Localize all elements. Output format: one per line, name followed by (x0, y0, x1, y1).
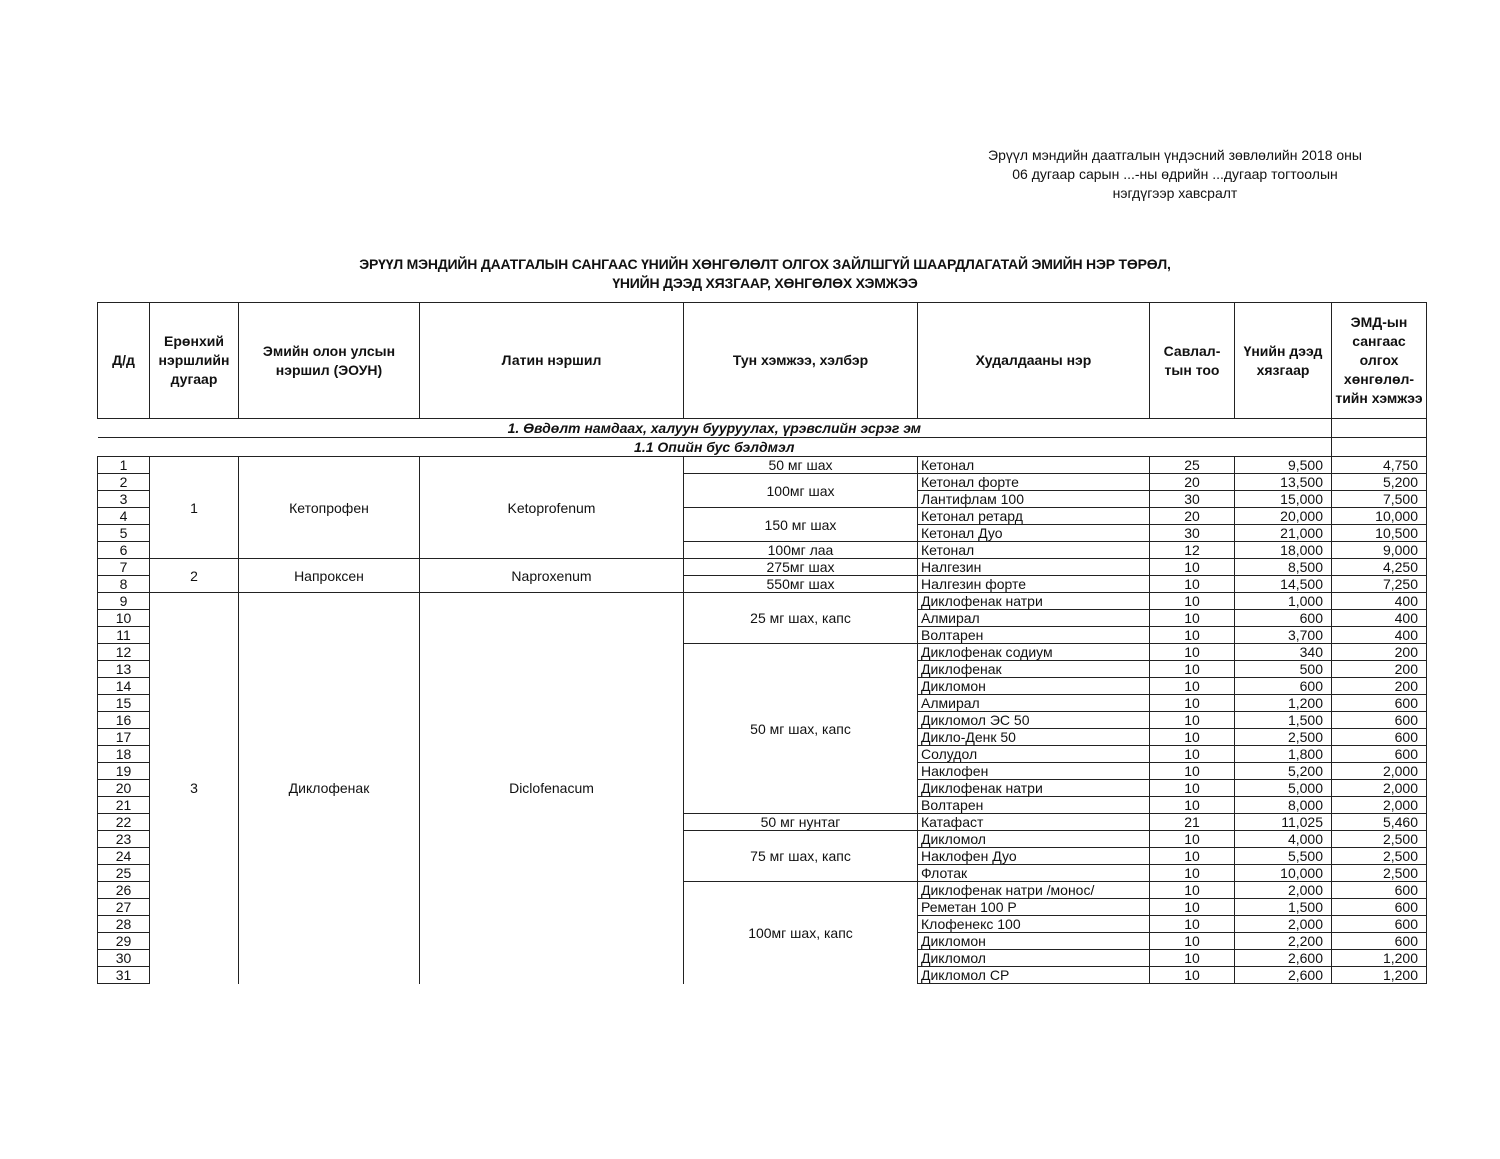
subsection-empty-cell (1332, 438, 1427, 457)
pack-qty-cell: 25 (1150, 457, 1235, 474)
discount-cell: 10,000 (1332, 508, 1427, 525)
pack-qty-cell: 10 (1150, 559, 1235, 576)
row-number-cell: 16 (98, 712, 150, 729)
row-number-cell: 17 (98, 729, 150, 746)
discount-cell: 600 (1332, 712, 1427, 729)
row-number-cell: 18 (98, 746, 150, 763)
pack-qty-cell: 10 (1150, 661, 1235, 678)
row-number-cell: 24 (98, 848, 150, 865)
trade-name-cell: Волтарен (918, 627, 1150, 644)
trade-name-cell: Алмирал (918, 610, 1150, 627)
trade-name-cell: Наклофен (918, 763, 1150, 780)
section-row (98, 419, 1427, 438)
trade-name-cell: Флотак (918, 865, 1150, 882)
max-price-cell: 2,000 (1235, 916, 1332, 933)
max-price-cell: 1,500 (1235, 712, 1332, 729)
discount-cell: 400 (1332, 593, 1427, 610)
inn-name-cell: Напроксен (239, 559, 420, 593)
trade-name-cell: Дикломол (918, 950, 1150, 967)
max-price-cell: 11,025 (1235, 814, 1332, 831)
header-row (98, 303, 1427, 419)
dose-form-cell: 50 мг шах, капс (684, 644, 918, 814)
pack-qty-cell: 10 (1150, 950, 1235, 967)
discount-cell: 200 (1332, 661, 1427, 678)
pack-qty-cell: 21 (1150, 814, 1235, 831)
discount-cell: 7,500 (1332, 491, 1427, 508)
annex-line-2: 06 дугаар сарын ...-ны өдрийн ...дугаар тогтоолын (1012, 166, 1338, 182)
col-header-trade-name: Худалдааны нэр (918, 303, 1150, 419)
discount-cell: 2,000 (1332, 797, 1427, 814)
max-price-cell: 5,500 (1235, 848, 1332, 865)
max-price-cell: 1,500 (1235, 899, 1332, 916)
max-price-cell: 2,200 (1235, 933, 1332, 950)
row-number-cell: 26 (98, 882, 150, 899)
max-price-cell: 8,500 (1235, 559, 1332, 576)
row-number-cell: 8 (98, 576, 150, 593)
pack-qty-cell: 10 (1150, 678, 1235, 695)
discount-cell: 7,250 (1332, 576, 1427, 593)
max-price-cell: 8,000 (1235, 797, 1332, 814)
pack-qty-cell: 10 (1150, 899, 1235, 916)
trade-name-cell: Кетонал (918, 542, 1150, 559)
max-price-cell: 5,000 (1235, 780, 1332, 797)
max-price-cell: 20,000 (1235, 508, 1332, 525)
max-price-cell: 9,500 (1235, 457, 1332, 474)
pack-qty-cell: 10 (1150, 848, 1235, 865)
max-price-cell: 18,000 (1235, 542, 1332, 559)
trade-name-cell: Кетонал ретард (918, 508, 1150, 525)
max-price-cell: 600 (1235, 678, 1332, 695)
dose-form-cell: 275мг шах (684, 559, 918, 576)
discount-cell: 4,250 (1332, 559, 1427, 576)
discount-cell: 600 (1332, 882, 1427, 899)
discount-cell: 2,500 (1332, 865, 1427, 882)
trade-name-cell: Дикло-Денк 50 (918, 729, 1150, 746)
pack-qty-cell: 10 (1150, 746, 1235, 763)
max-price-cell: 5,200 (1235, 763, 1332, 780)
row-number-cell: 10 (98, 610, 150, 627)
table-row (98, 457, 1427, 474)
trade-name-cell: Реметан 100 Р (918, 899, 1150, 916)
pack-qty-cell: 10 (1150, 967, 1235, 984)
max-price-cell: 500 (1235, 661, 1332, 678)
title-line-1: ЭРҮҮЛ МЭНДИЙН ДААТГАЛЫН САНГААС ҮНИЙН ХӨНГӨЛӨЛТ ОЛГОХ ЗАЙЛШГҮЙ ШААРДЛАГАТАЙ ЭМИЙН НЭР ТӨРӨЛ, (359, 256, 1171, 272)
row-number-cell: 23 (98, 831, 150, 848)
max-price-cell: 2,600 (1235, 950, 1332, 967)
row-number-cell: 7 (98, 559, 150, 576)
row-number-cell: 12 (98, 644, 150, 661)
row-number-cell: 20 (98, 780, 150, 797)
col-header-inn: Эмийн олон улсын нэршил (ЭОУН) (239, 303, 420, 419)
col-header-max-price: Үнийн дээд хязгаар (1235, 303, 1332, 419)
dose-form-cell: 75 мг шах, капс (684, 831, 918, 882)
max-price-cell: 2,500 (1235, 729, 1332, 746)
trade-name-cell: Алмирал (918, 695, 1150, 712)
discount-cell: 1,200 (1332, 950, 1427, 967)
max-price-cell: 4,000 (1235, 831, 1332, 848)
subsection-title: 1.1 Опийн бус бэлдмэл (98, 438, 1332, 457)
pack-qty-cell: 20 (1150, 474, 1235, 491)
pack-qty-cell: 10 (1150, 610, 1235, 627)
max-price-cell: 10,000 (1235, 865, 1332, 882)
row-number-cell: 11 (98, 627, 150, 644)
pack-qty-cell: 10 (1150, 695, 1235, 712)
discount-cell: 2,000 (1332, 780, 1427, 797)
pack-qty-cell: 10 (1150, 865, 1235, 882)
discount-cell: 5,200 (1332, 474, 1427, 491)
discount-cell: 400 (1332, 627, 1427, 644)
discount-cell: 2,000 (1332, 763, 1427, 780)
title-line-2: ҮНИЙН ДЭЭД ХЯЗГААР, ХӨНГӨЛӨХ ХЭМЖЭЭ (612, 275, 918, 291)
col-header-dose-form: Тун хэмжээ, хэлбэр (684, 303, 918, 419)
pack-qty-cell: 30 (1150, 525, 1235, 542)
inn-name-cell: Диклофенак (239, 593, 420, 984)
pack-qty-cell: 10 (1150, 916, 1235, 933)
row-number-cell: 31 (98, 967, 150, 984)
max-price-cell: 1,800 (1235, 746, 1332, 763)
trade-name-cell: Налгезин форте (918, 576, 1150, 593)
generic-number-cell: 2 (150, 559, 239, 593)
trade-name-cell: Дикломол (918, 831, 1150, 848)
row-number-cell: 2 (98, 474, 150, 491)
row-number-cell: 13 (98, 661, 150, 678)
row-number-cell: 1 (98, 457, 150, 474)
inn-name-cell: Кетопрофен (239, 457, 420, 559)
row-number-cell: 25 (98, 865, 150, 882)
pack-qty-cell: 10 (1150, 780, 1235, 797)
col-header-dd: Д/д (98, 303, 150, 419)
row-number-cell: 5 (98, 525, 150, 542)
discount-cell: 600 (1332, 933, 1427, 950)
trade-name-cell: Налгезин (918, 559, 1150, 576)
document-title (200, 255, 1330, 293)
trade-name-cell: Клофенекс 100 (918, 916, 1150, 933)
pack-qty-cell: 10 (1150, 797, 1235, 814)
col-header-discount: ЭМД-ын сангаас олгох хөнгөлөл-тийн хэмжээ (1332, 303, 1427, 419)
max-price-cell: 15,000 (1235, 491, 1332, 508)
dose-form-cell: 100мг шах (684, 474, 918, 508)
latin-name-cell: Ketoprofenum (420, 457, 684, 559)
discount-cell: 2,500 (1332, 831, 1427, 848)
pack-qty-cell: 10 (1150, 729, 1235, 746)
trade-name-cell: Диклофенак (918, 661, 1150, 678)
max-price-cell: 1,000 (1235, 593, 1332, 610)
max-price-cell: 13,500 (1235, 474, 1332, 491)
pack-qty-cell: 10 (1150, 933, 1235, 950)
max-price-cell: 21,000 (1235, 525, 1332, 542)
trade-name-cell: Дикломол ЭС 50 (918, 712, 1150, 729)
max-price-cell: 340 (1235, 644, 1332, 661)
trade-name-cell: Дикломон (918, 678, 1150, 695)
drug-price-table (97, 302, 1427, 984)
trade-name-cell: Солудол (918, 746, 1150, 763)
row-number-cell: 28 (98, 916, 150, 933)
section-title: 1. Өвдөлт намдаах, халуун бууруулах, үрэвслийн эсрэг эм (98, 419, 1332, 438)
latin-name-cell: Naproxenum (420, 559, 684, 593)
pack-qty-cell: 12 (1150, 542, 1235, 559)
col-header-pack-qty: Савлал-тын тоо (1150, 303, 1235, 419)
subsection-row (98, 438, 1427, 457)
pack-qty-cell: 10 (1150, 593, 1235, 610)
trade-name-cell: Катафаст (918, 814, 1150, 831)
row-number-cell: 14 (98, 678, 150, 695)
discount-cell: 2,500 (1332, 848, 1427, 865)
dose-form-cell: 50 мг шах (684, 457, 918, 474)
max-price-cell: 3,700 (1235, 627, 1332, 644)
dose-form-cell: 25 мг шах, капс (684, 593, 918, 644)
annex-line-1: Эрүүл мэндийн даатгалын үндэсний зөвлөлийн 2018 оны (988, 147, 1362, 163)
discount-cell: 9,000 (1332, 542, 1427, 559)
section-empty-cell (1332, 419, 1427, 438)
generic-number-cell: 1 (150, 457, 239, 559)
discount-cell: 200 (1332, 644, 1427, 661)
row-number-cell: 9 (98, 593, 150, 610)
max-price-cell: 14,500 (1235, 576, 1332, 593)
row-number-cell: 4 (98, 508, 150, 525)
dose-form-cell: 550мг шах (684, 576, 918, 593)
max-price-cell: 2,000 (1235, 882, 1332, 899)
row-number-cell: 30 (98, 950, 150, 967)
trade-name-cell: Дикломол СР (918, 967, 1150, 984)
row-number-cell: 3 (98, 491, 150, 508)
trade-name-cell: Кетонал форте (918, 474, 1150, 491)
trade-name-cell: Диклофенак натри /монос/ (918, 882, 1150, 899)
trade-name-cell: Дикломон (918, 933, 1150, 950)
generic-number-cell: 3 (150, 593, 239, 984)
max-price-cell: 1,200 (1235, 695, 1332, 712)
pack-qty-cell: 20 (1150, 508, 1235, 525)
discount-cell: 600 (1332, 916, 1427, 933)
trade-name-cell: Лантифлам 100 (918, 491, 1150, 508)
col-header-latin: Латин нэршил (420, 303, 684, 419)
row-number-cell: 15 (98, 695, 150, 712)
row-number-cell: 19 (98, 763, 150, 780)
discount-cell: 600 (1332, 729, 1427, 746)
row-number-cell: 22 (98, 814, 150, 831)
trade-name-cell: Диклофенак натри (918, 780, 1150, 797)
row-number-cell: 29 (98, 933, 150, 950)
trade-name-cell: Кетонал (918, 457, 1150, 474)
discount-cell: 600 (1332, 899, 1427, 916)
row-number-cell: 27 (98, 899, 150, 916)
table-row (98, 559, 1427, 576)
discount-cell: 10,500 (1332, 525, 1427, 542)
row-number-cell: 21 (98, 797, 150, 814)
discount-cell: 600 (1332, 695, 1427, 712)
max-price-cell: 2,600 (1235, 967, 1332, 984)
discount-cell: 400 (1332, 610, 1427, 627)
trade-name-cell: Диклофенак натри (918, 593, 1150, 610)
discount-cell: 4,750 (1332, 457, 1427, 474)
pack-qty-cell: 10 (1150, 644, 1235, 661)
trade-name-cell: Кетонал Дуо (918, 525, 1150, 542)
pack-qty-cell: 10 (1150, 882, 1235, 899)
pack-qty-cell: 10 (1150, 712, 1235, 729)
row-number-cell: 6 (98, 542, 150, 559)
annex-line-3: нэгдүгээр хавсралт (1112, 185, 1238, 201)
pack-qty-cell: 10 (1150, 576, 1235, 593)
dose-form-cell: 100мг лаа (684, 542, 918, 559)
pack-qty-cell: 10 (1150, 763, 1235, 780)
trade-name-cell: Диклофенак содиум (918, 644, 1150, 661)
pack-qty-cell: 10 (1150, 627, 1235, 644)
discount-cell: 200 (1332, 678, 1427, 695)
annex-note (940, 146, 1410, 203)
dose-form-cell: 100мг шах, капс (684, 882, 918, 984)
pack-qty-cell: 30 (1150, 491, 1235, 508)
table-row (98, 593, 1427, 610)
latin-name-cell: Diclofenacum (420, 593, 684, 984)
dose-form-cell: 150 мг шах (684, 508, 918, 542)
max-price-cell: 600 (1235, 610, 1332, 627)
dose-form-cell: 50 мг нунтаг (684, 814, 918, 831)
trade-name-cell: Волтарен (918, 797, 1150, 814)
pack-qty-cell: 10 (1150, 831, 1235, 848)
col-header-generic-no: Ерөнхий нэршлийн дугаар (150, 303, 239, 419)
discount-cell: 1,200 (1332, 967, 1427, 984)
discount-cell: 600 (1332, 746, 1427, 763)
trade-name-cell: Наклофен Дуо (918, 848, 1150, 865)
discount-cell: 5,460 (1332, 814, 1427, 831)
